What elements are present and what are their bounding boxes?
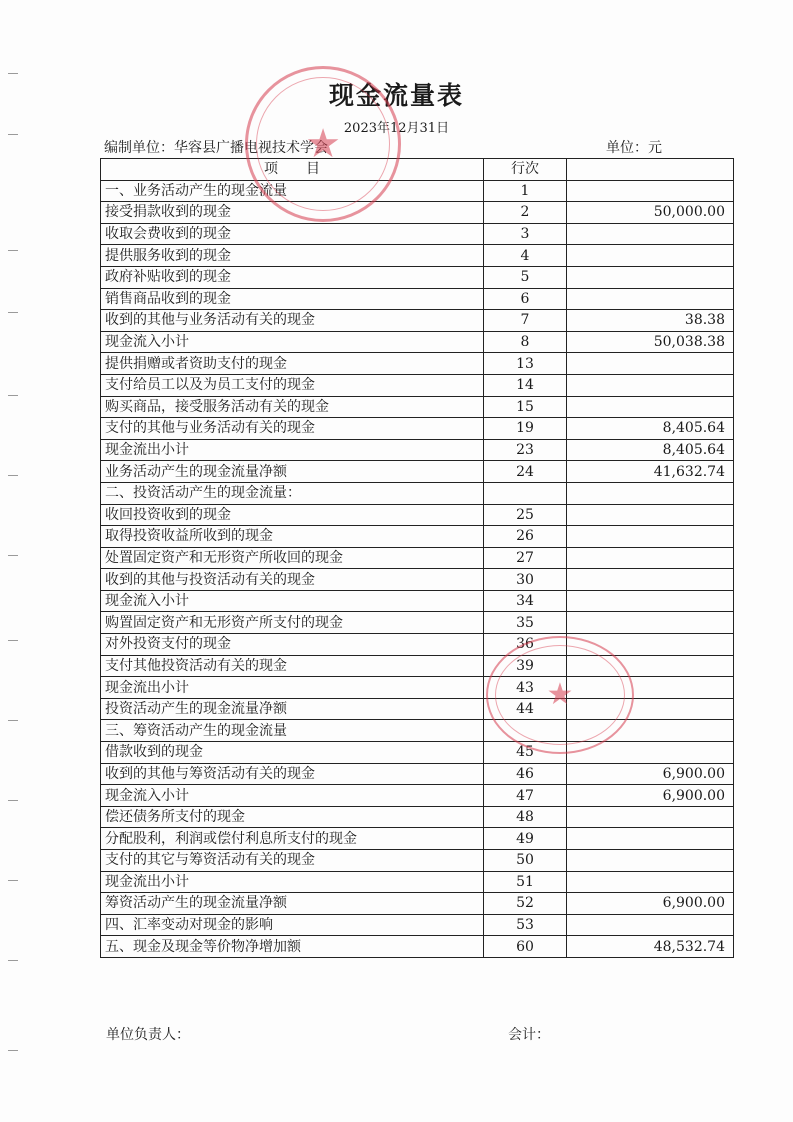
row-item: 取得投资收益所收到的现金 xyxy=(101,526,484,548)
binder-mark xyxy=(8,720,18,721)
row-amount xyxy=(567,223,734,245)
row-line-no: 8 xyxy=(484,331,567,353)
row-amount xyxy=(567,590,734,612)
row-item: 收到的其他与业务活动有关的现金 xyxy=(101,310,484,332)
row-amount xyxy=(567,871,734,893)
binder-mark xyxy=(8,475,18,476)
row-amount: 8,405.64 xyxy=(567,439,734,461)
table-row xyxy=(101,461,734,483)
binder-mark xyxy=(8,395,18,396)
row-line-no: 44 xyxy=(484,698,567,720)
row-amount: 48,532.74 xyxy=(567,936,734,958)
binder-mark xyxy=(8,73,18,74)
row-line-no: 47 xyxy=(484,785,567,807)
row-line-no: 52 xyxy=(484,893,567,915)
row-item: 销售商品收到的现金 xyxy=(101,288,484,310)
table-row xyxy=(101,893,734,915)
row-amount xyxy=(567,914,734,936)
row-line-no: 1 xyxy=(484,180,567,202)
row-line-no: 2 xyxy=(484,202,567,224)
row-item: 购买商品，接受服务活动有关的现金 xyxy=(101,396,484,418)
row-amount: 38.38 xyxy=(567,310,734,332)
seal-star-icon: ★ xyxy=(546,677,574,712)
row-item: 支付的其它与筹资活动有关的现金 xyxy=(101,850,484,872)
row-line-no: 3 xyxy=(484,223,567,245)
accountant-label: 会计： xyxy=(508,1027,550,1043)
row-amount xyxy=(567,547,734,569)
row-amount xyxy=(567,396,734,418)
row-item: 筹资活动产生的现金流量净额 xyxy=(101,893,484,915)
row-item: 现金流入小计 xyxy=(101,785,484,807)
row-amount xyxy=(567,180,734,202)
table-row xyxy=(101,180,734,202)
row-line-no: 15 xyxy=(484,396,567,418)
row-item: 五、现金及现金等价物净增加额 xyxy=(101,936,484,958)
row-item: 分配股利，利润或偿付利息所支付的现金 xyxy=(101,828,484,850)
row-item: 支付给员工以及为员工支付的现金 xyxy=(101,374,484,396)
row-amount: 50,000.00 xyxy=(567,202,734,224)
row-line-no: 36 xyxy=(484,634,567,656)
row-line-no: 5 xyxy=(484,266,567,288)
table-row xyxy=(101,526,734,548)
binder-mark xyxy=(8,960,18,961)
row-item: 现金流入小计 xyxy=(101,590,484,612)
row-line-no: 49 xyxy=(484,828,567,850)
table-row xyxy=(101,439,734,461)
table-row xyxy=(101,418,734,440)
table-row xyxy=(101,245,734,267)
row-amount xyxy=(567,806,734,828)
row-item: 借款收到的现金 xyxy=(101,742,484,764)
table-row xyxy=(101,266,734,288)
row-line-no: 53 xyxy=(484,914,567,936)
audit-seal xyxy=(486,636,634,754)
row-line-no: 27 xyxy=(484,547,567,569)
table-row xyxy=(101,785,734,807)
table-row xyxy=(101,914,734,936)
table-row xyxy=(101,331,734,353)
row-item: 三、筹资活动产生的现金流量 xyxy=(101,720,484,742)
row-line-no: 13 xyxy=(484,353,567,375)
table-row xyxy=(101,850,734,872)
header-amount xyxy=(567,159,734,181)
row-line-no: 34 xyxy=(484,590,567,612)
row-item: 购置固定资产和无形资产所支付的现金 xyxy=(101,612,484,634)
table-row xyxy=(101,569,734,591)
table-row xyxy=(101,763,734,785)
row-amount xyxy=(567,569,734,591)
row-line-no: 50 xyxy=(484,850,567,872)
header-item: 项 目 xyxy=(101,159,484,181)
row-item: 政府补贴收到的现金 xyxy=(101,266,484,288)
row-line-no: 46 xyxy=(484,763,567,785)
table-row xyxy=(101,828,734,850)
table-row xyxy=(101,634,734,656)
row-line-no: 48 xyxy=(484,806,567,828)
row-line-no: 30 xyxy=(484,569,567,591)
header-line-no: 行次 xyxy=(484,159,567,181)
row-line-no: 60 xyxy=(484,936,567,958)
row-item: 支付的其他与业务活动有关的现金 xyxy=(101,418,484,440)
row-line-no: 6 xyxy=(484,288,567,310)
row-amount: 41,632.74 xyxy=(567,461,734,483)
table-row xyxy=(101,677,734,699)
binder-mark xyxy=(8,800,18,801)
row-line-no: 51 xyxy=(484,871,567,893)
binder-mark xyxy=(8,250,18,251)
row-amount xyxy=(567,374,734,396)
table-row xyxy=(101,590,734,612)
unit-label: 单位：元 xyxy=(606,140,662,156)
table-row xyxy=(101,288,734,310)
row-amount: 6,900.00 xyxy=(567,785,734,807)
row-item: 四、汇率变动对现金的影响 xyxy=(101,914,484,936)
table-row xyxy=(101,871,734,893)
row-line-no xyxy=(484,482,567,504)
row-line-no: 25 xyxy=(484,504,567,526)
row-item: 现金流出小计 xyxy=(101,871,484,893)
row-amount xyxy=(567,353,734,375)
document-title: 现金流量表 xyxy=(328,81,464,110)
row-item: 支付其他投资活动有关的现金 xyxy=(101,655,484,677)
row-amount xyxy=(567,482,734,504)
row-item: 收到的其他与投资活动有关的现金 xyxy=(101,569,484,591)
row-amount xyxy=(567,612,734,634)
row-item: 偿还债务所支付的现金 xyxy=(101,806,484,828)
row-amount xyxy=(567,850,734,872)
row-item: 处置固定资产和无形资产所收回的现金 xyxy=(101,547,484,569)
row-amount: 6,900.00 xyxy=(567,763,734,785)
row-line-no: 45 xyxy=(484,742,567,764)
row-item: 提供服务收到的现金 xyxy=(101,245,484,267)
table-row xyxy=(101,310,734,332)
row-line-no: 19 xyxy=(484,418,567,440)
row-amount xyxy=(567,266,734,288)
row-amount xyxy=(567,504,734,526)
table-row xyxy=(101,612,734,634)
row-item: 一、业务活动产生的现金流量 xyxy=(101,180,484,202)
cash-flow-table xyxy=(100,158,734,958)
row-line-no: 35 xyxy=(484,612,567,634)
table-row xyxy=(101,353,734,375)
table-row xyxy=(101,655,734,677)
table-row xyxy=(101,547,734,569)
table-row xyxy=(101,806,734,828)
table-header-row xyxy=(101,159,734,181)
row-amount: 6,900.00 xyxy=(567,893,734,915)
row-item: 二、投资活动产生的现金流量： xyxy=(101,482,484,504)
row-line-no: 24 xyxy=(484,461,567,483)
row-line-no: 39 xyxy=(484,655,567,677)
row-line-no: 4 xyxy=(484,245,567,267)
report-date: 2023年12月31日 xyxy=(343,121,450,136)
table-row xyxy=(101,936,734,958)
table-row xyxy=(101,482,734,504)
table-row xyxy=(101,396,734,418)
table-row xyxy=(101,374,734,396)
table-row xyxy=(101,720,734,742)
row-item: 收回投资收到的现金 xyxy=(101,504,484,526)
row-line-no: 14 xyxy=(484,374,567,396)
row-item: 现金流入小计 xyxy=(101,331,484,353)
row-line-no: 23 xyxy=(484,439,567,461)
organization-seal xyxy=(245,66,401,222)
row-item: 收取会费收到的现金 xyxy=(101,223,484,245)
row-item: 接受捐款收到的现金 xyxy=(101,202,484,224)
row-line-no: 43 xyxy=(484,677,567,699)
table-row xyxy=(101,202,734,224)
row-item: 投资活动产生的现金流量净额 xyxy=(101,698,484,720)
responsible-person-label: 单位负责人： xyxy=(106,1027,190,1043)
row-item: 业务活动产生的现金流量净额 xyxy=(101,461,484,483)
binder-mark xyxy=(8,640,18,641)
binder-mark xyxy=(8,555,18,556)
preparer-label: 编制单位：华容县广播电视技术学会 xyxy=(104,140,328,156)
row-item: 提供捐赠或者资助支付的现金 xyxy=(101,353,484,375)
row-amount xyxy=(567,526,734,548)
row-item: 对外投资支付的现金 xyxy=(101,634,484,656)
row-item: 收到的其他与筹资活动有关的现金 xyxy=(101,763,484,785)
table-row xyxy=(101,504,734,526)
binder-mark xyxy=(8,1050,18,1051)
row-line-no: 7 xyxy=(484,310,567,332)
row-amount xyxy=(567,245,734,267)
row-amount xyxy=(567,288,734,310)
table-row xyxy=(101,742,734,764)
row-amount: 50,038.38 xyxy=(567,331,734,353)
binder-mark xyxy=(8,312,18,313)
row-line-no: 26 xyxy=(484,526,567,548)
row-amount xyxy=(567,828,734,850)
row-amount: 8,405.64 xyxy=(567,418,734,440)
row-item: 现金流出小计 xyxy=(101,439,484,461)
table-row xyxy=(101,223,734,245)
binder-mark xyxy=(8,880,18,881)
table-row xyxy=(101,698,734,720)
row-item: 现金流出小计 xyxy=(101,677,484,699)
seal-star-icon: ★ xyxy=(305,121,341,167)
